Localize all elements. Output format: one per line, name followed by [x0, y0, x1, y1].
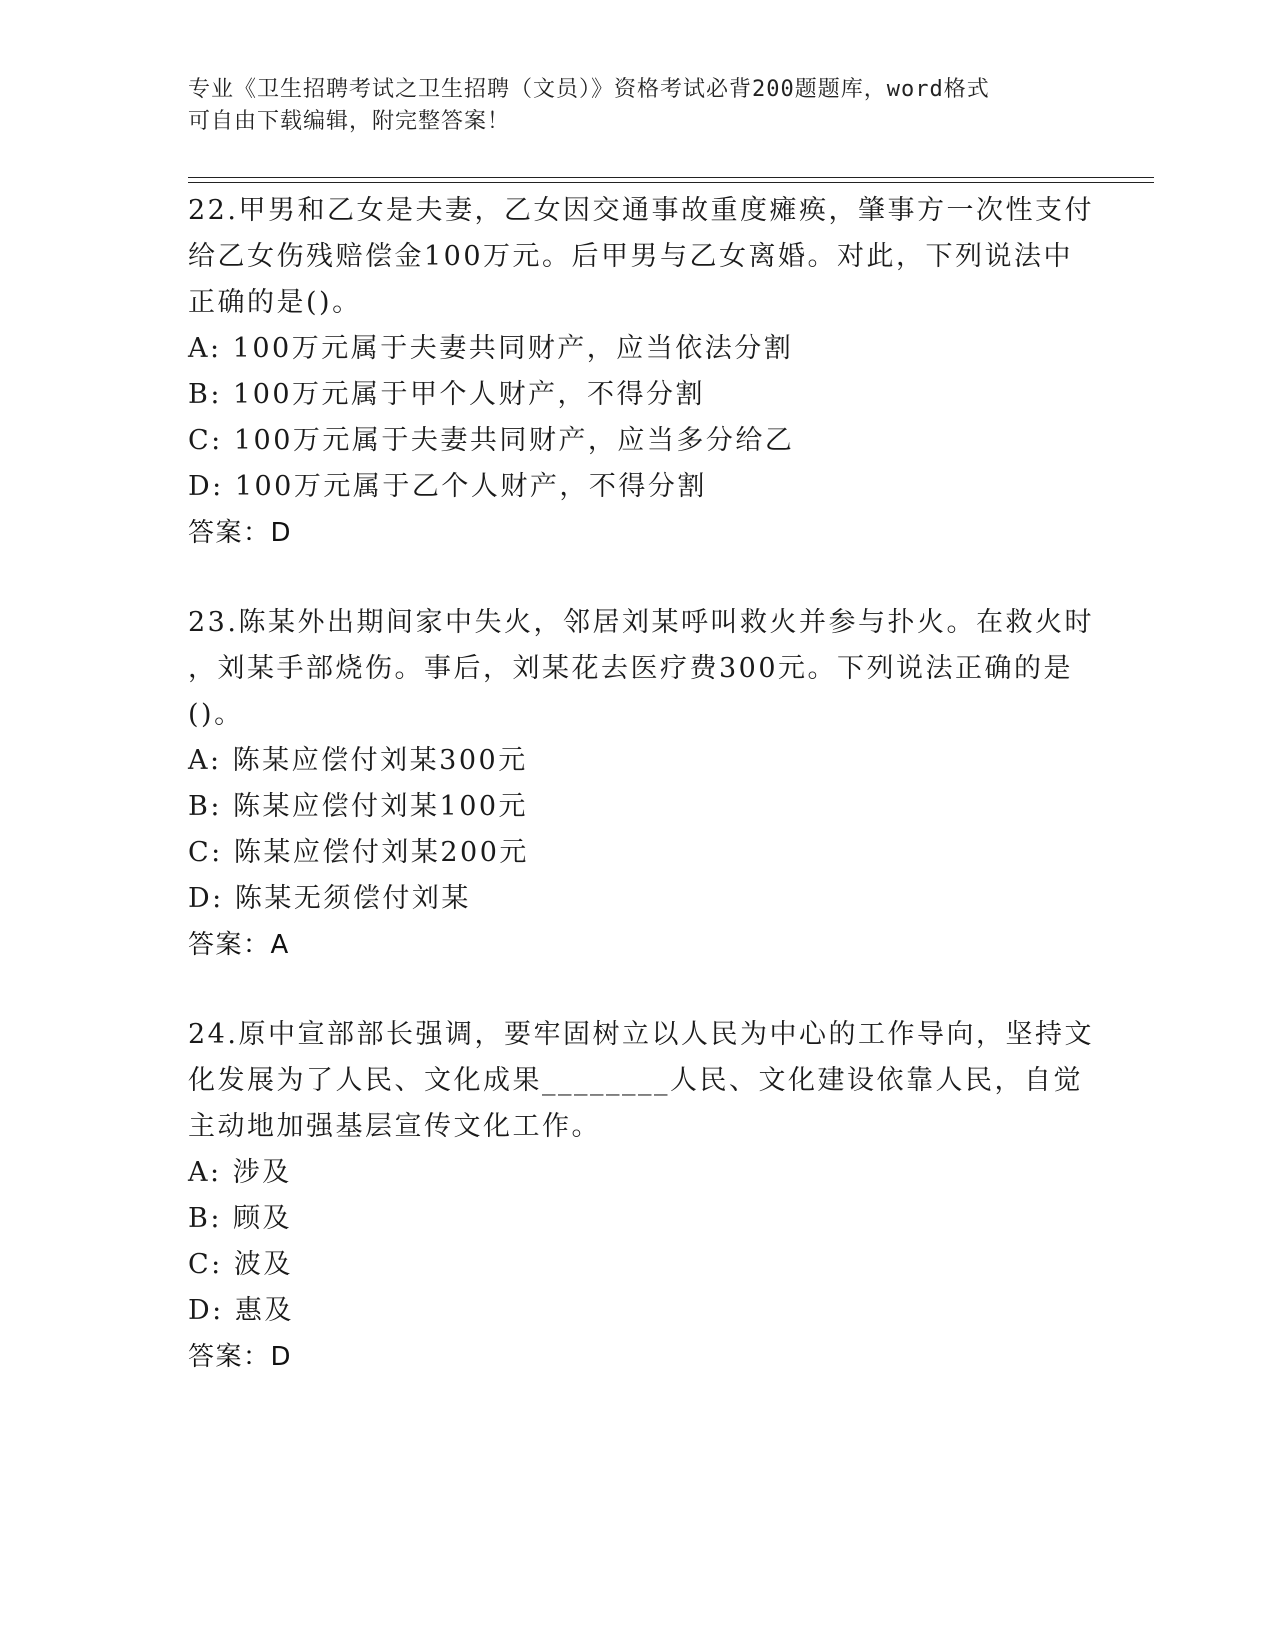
option-a: A: 陈某应偿付刘某300元 [188, 745, 528, 776]
option-b: B: 100万元属于甲个人财产，不得分割 [188, 379, 706, 410]
option-d: D: 惠及 [188, 1295, 294, 1326]
question-text-line: ()。 [188, 699, 244, 730]
answer-label: 答案：D [188, 1342, 293, 1372]
answer-label: 答案：A [188, 930, 290, 960]
question-text-line: 22.甲男和乙女是夫妻，乙女因交通事故重度瘫痪，肇事方一次性支付 [188, 195, 1094, 226]
option-d: D: 陈某无须偿付刘某 [188, 883, 471, 914]
question-spacer [188, 556, 1088, 600]
question-spacer [188, 968, 1088, 1012]
option-b: B: 顾及 [188, 1203, 293, 1234]
option-a: A: 涉及 [188, 1157, 292, 1188]
header-divider-bottom [188, 182, 1154, 183]
header-line-1: 专业《卫生招聘考试之卫生招聘（文员）》资格考试必背200题题库，word格式 [188, 77, 990, 102]
question-text-line: 24.原中宣部部长强调，要牢固树立以人民为中心的工作导向，坚持文 [188, 1019, 1094, 1050]
question-text-line: 正确的是()。 [188, 287, 362, 318]
question-22 [188, 188, 1094, 556]
answer-label: 答案：D [188, 518, 293, 548]
question-24 [188, 1012, 1094, 1380]
option-c: C: 100万元属于夫妻共同财产，应当多分给乙 [188, 425, 795, 456]
option-c: C: 陈某应偿付刘某200元 [188, 837, 529, 868]
question-text-line: 化发展为了人民、文化成果________人民、文化建设依靠人民，自觉 [188, 1065, 1083, 1096]
question-list [188, 188, 1094, 1380]
question-text-line: 给乙女伤残赔偿金100万元。后甲男与乙女离婚。对此，下列说法中 [188, 241, 1074, 272]
question-text-line: 23.陈某外出期间家中失火，邻居刘某呼叫救火并参与扑火。在救火时 [188, 607, 1094, 638]
question-text-line: 主动地加强基层宣传文化工作。 [188, 1111, 601, 1142]
option-d: D: 100万元属于乙个人财产，不得分割 [188, 471, 707, 502]
header-line-2: 可自由下载编辑，附完整答案！ [188, 109, 511, 134]
question-23 [188, 600, 1094, 968]
option-a: A: 100万元属于夫妻共同财产，应当依法分割 [188, 333, 794, 364]
option-b: B: 陈某应偿付刘某100元 [188, 791, 529, 822]
question-text-line: ，刘某手部烧伤。事后，刘某花去医疗费300元。下列说法正确的是 [188, 653, 1074, 684]
document-header [188, 74, 1068, 138]
option-c: C: 波及 [188, 1249, 293, 1280]
header-divider-top [188, 177, 1154, 178]
